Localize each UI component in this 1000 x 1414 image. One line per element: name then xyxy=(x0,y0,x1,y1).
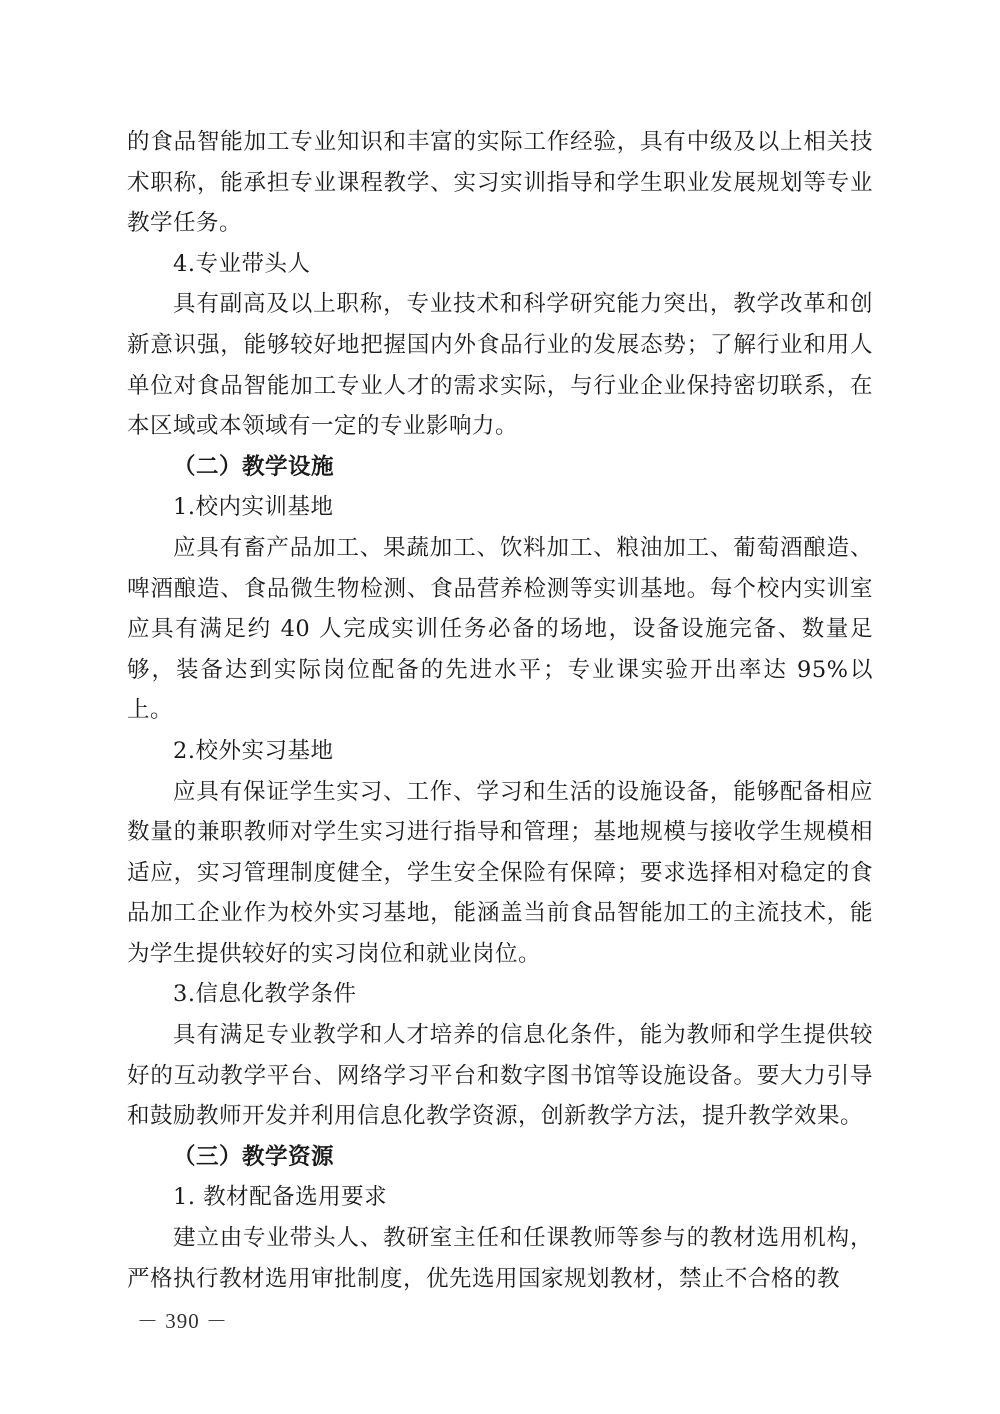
section-heading-teaching-facilities: （二）教学设施 xyxy=(173,453,335,480)
paragraph-it-conditions: 具有满足专业教学和人才培养的信息化条件，能为教师和学生提供较好的互动教学平台、网络学习平台和数字图书馆等设施设备。要大力引导和鼓励教师开发并利用信息化教学资源，创新教学方法，提升教学效果。 xyxy=(127,1022,873,1130)
subheading-it-conditions: 3.信息化教学条件 xyxy=(173,981,357,1008)
paragraph-on-campus-base: 应具有畜产品加工、果蔬加工、饮料加工、粮油加工、葡萄酒酿造、啤酒酿造、食品微生物检测、食品营养检测等实训基地。每个校内实训室应具有满足约 40 人完成实训任务必备的场地，设备设施完备、数量足够，装备达到实际岗位配备的先进水平；专业课实验开出率达 95%以上。 xyxy=(127,534,873,724)
paragraph-off-campus-base: 应具有保证学生实习、工作、学习和生活的设施设备，能够配备相应数量的兼职教师对学生实习进行指导和管理；基地规模与接收学生规模相适应，实习管理制度健全，学生安全保险有保障；要求选择相对稳定的食品加工企业作为校外实习基地，能涵盖当前食品智能加工的主流技术，能为学生提供较好的实习岗位和就业岗位。 xyxy=(127,778,873,967)
subheading-textbook-selection: 1. 教材配备选用要求 xyxy=(173,1184,388,1211)
subheading-on-campus-base: 1.校内实训基地 xyxy=(173,494,334,521)
subheading-off-campus-base: 2.校外实习基地 xyxy=(173,737,334,764)
paragraph-professional-leader: 具有副高及以上职称，专业技术和科学研究能力突出，教学改革和创新意识强，能够较好地把握国内外食品行业的发展态势；了解行业和用人单位对食品智能加工专业人才的需求实际，与行业企业保持密切联系，在本区域或本领域有一定的专业影响力。 xyxy=(127,291,873,440)
paragraph-teacher-qualifications: 的食品智能加工专业知识和丰富的实际工作经验，具有中级及以上相关技术职称，能承担专业课程教学、实习实训指导和学生职业发展规划等专业教学任务。 xyxy=(127,129,873,237)
paragraph-textbook-selection: 建立由专业带头人、教研室主任和任课教师等参与的教材选用机构，严格执行教材选用审批制度，优先选用国家规划教材，禁止不合格的教 xyxy=(127,1225,873,1292)
section-heading-teaching-resources: （三）教学资源 xyxy=(173,1143,335,1170)
page-body xyxy=(127,122,873,1299)
page-number: － 390 － xyxy=(137,1309,228,1333)
subheading-professional-leader: 4.专业带头人 xyxy=(173,250,311,277)
